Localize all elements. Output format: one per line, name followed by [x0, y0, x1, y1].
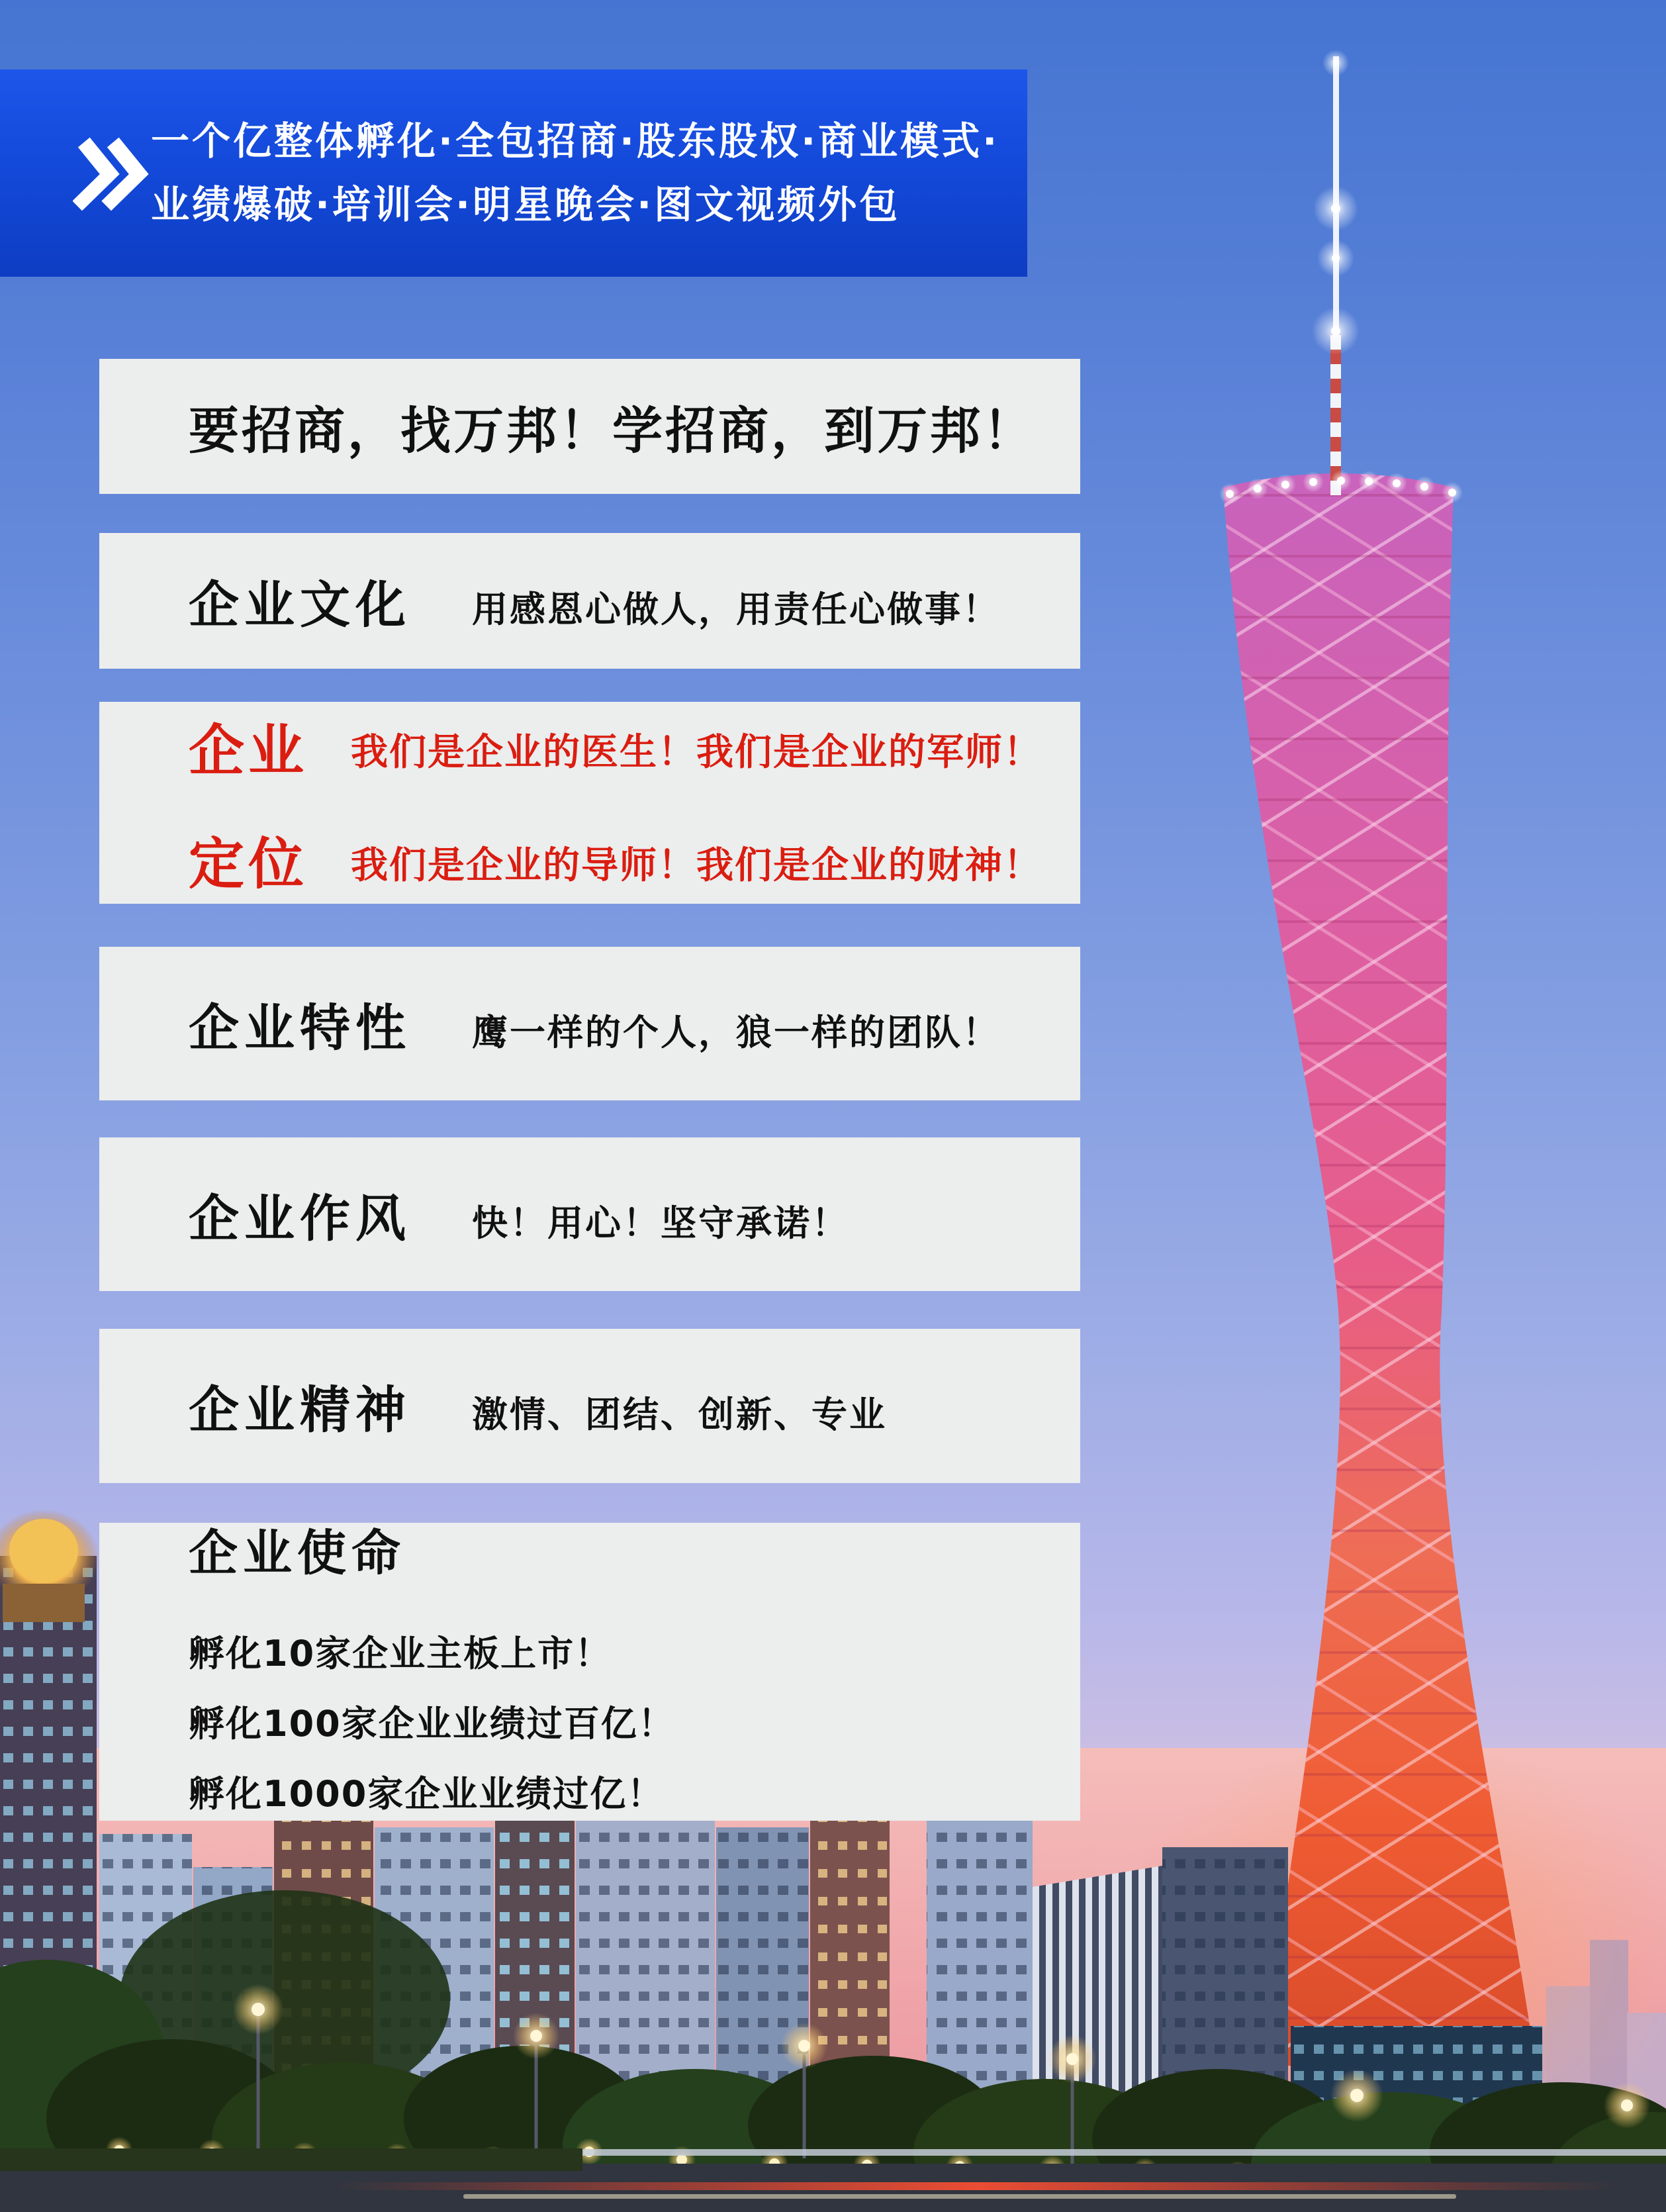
slogan-box [99, 359, 1080, 494]
banner-line-2: 业绩爆破·培训会·明星晚会·图文视频外包 [151, 181, 901, 227]
culture-box [99, 533, 1080, 669]
culture-content: 用感恩心做人，用责任心做事！ [472, 589, 1000, 630]
mission-line-3: 孵化1000家企业业绩过亿！ [189, 1773, 665, 1815]
mission-title: 企业使命 [189, 1525, 406, 1582]
mission-box [99, 1523, 1080, 1821]
positioning-title-bottom: 定位 [189, 831, 308, 896]
header-banner [0, 70, 1027, 277]
slogan-text: 要招商，找万邦！学招商，到万邦！ [189, 401, 1036, 460]
positioning-line-2: 我们是企业的导师！我们是企业的财神！ [351, 844, 1042, 887]
mission-line-2: 孵化100家企业业绩过百亿！ [189, 1703, 675, 1745]
traits-content: 鹰一样的个人，狼一样的团队！ [472, 1011, 1000, 1053]
workstyle-box [99, 1137, 1080, 1291]
positioning-box [99, 702, 1080, 904]
traits-title: 企业特性 [189, 998, 411, 1057]
culture-title: 企业文化 [189, 575, 411, 634]
positioning-row-2 [189, 820, 1042, 900]
positioning-title-top: 企业 [189, 718, 308, 783]
double-chevron-right-icon [73, 134, 152, 214]
mission-line-1: 孵化10家企业主板上市！ [189, 1633, 612, 1674]
positioning-line-1: 我们是企业的医生！我们是企业的军师！ [351, 731, 1042, 774]
workstyle-content: 快！用心！坚守承诺！ [472, 1202, 849, 1244]
banner-line-1: 一个亿整体孵化·全包招商·股东股权·商业模式· [151, 118, 1000, 164]
positioning-row-1 [189, 706, 1042, 787]
spirit-box [99, 1329, 1080, 1483]
banner-text [151, 120, 999, 226]
workstyle-title: 企业作风 [189, 1188, 411, 1248]
antenna-spire [1312, 50, 1360, 495]
spirit-content: 激情、团结、创新、专业 [472, 1394, 887, 1435]
traits-box [99, 947, 1080, 1100]
spirit-title: 企业精神 [189, 1380, 411, 1439]
